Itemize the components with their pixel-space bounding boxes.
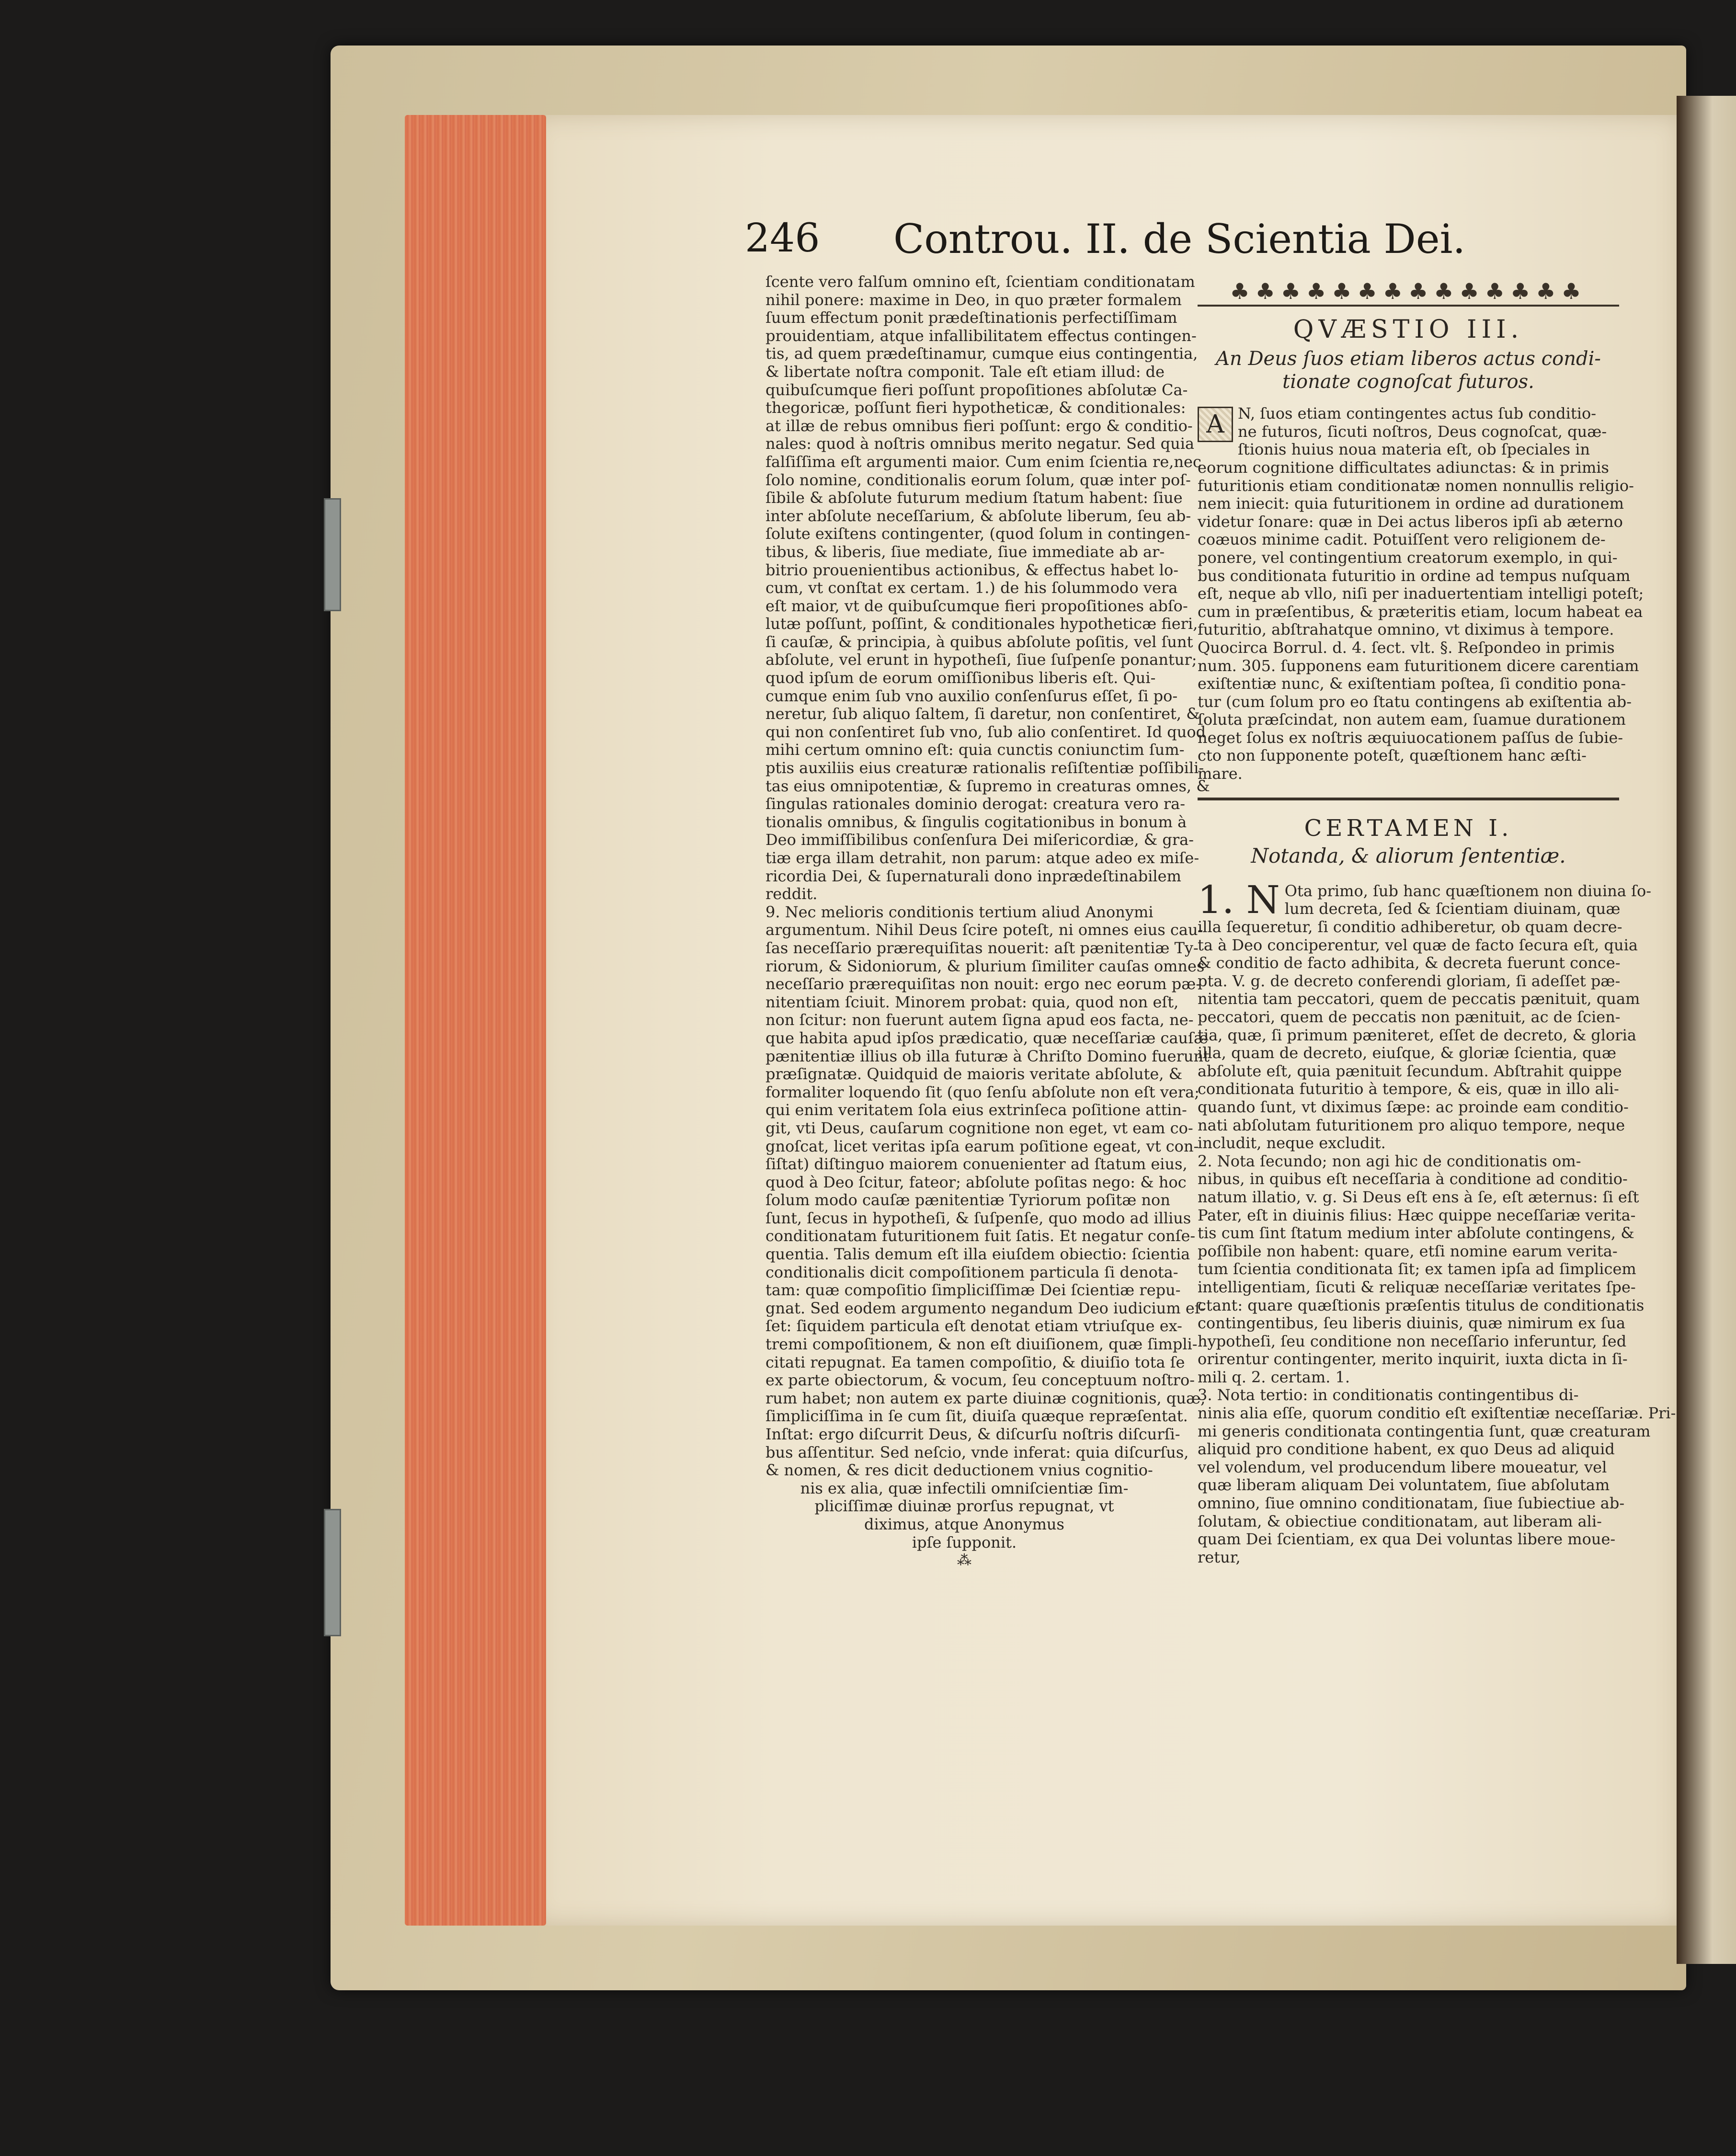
text-line: contingentibus, ſeu liberis diuinis, quæ nimirum ex ſua bbox=[1198, 1314, 1626, 1333]
text-line: nibus, in quibus eſt neceſſaria à conditione ad conditio- bbox=[1198, 1170, 1628, 1188]
text-line: tas eius omnipotentiæ, & ſupremo in creaturas omnes, & bbox=[765, 776, 1210, 795]
text-line: lutæ poſſunt, poſſint, & conditionales hypotheticæ fieri, bbox=[765, 615, 1198, 633]
left-column-lines bbox=[765, 273, 1210, 1480]
text-line: tis cum ſint ſtatum medium inter abſolute contingens, & bbox=[1198, 1224, 1634, 1243]
text-line: gnoſcat, licet veritas ipſa earum poſitione egeat, vt con- bbox=[765, 1137, 1199, 1155]
text-line: 3. Nota tertio: in conditionatis contingentibus di- bbox=[1198, 1386, 1579, 1404]
text-line: cto non ſupponente poteſt, quæſtionem hanc æſti- bbox=[1198, 746, 1587, 765]
text-line: Deo immiſſibilibus conſenſura Dei miſericordiæ, & gra- bbox=[765, 831, 1194, 849]
text-line: ctant: quare quæſtionis præſentis titulus de conditionatis bbox=[1198, 1296, 1645, 1314]
text-line: quam Dei ſcientiam, ex qua Dei voluntas libere moue- bbox=[1198, 1530, 1616, 1549]
text-line: videtur ſonare: quæ in Dei actus liberos ipſi ab æterno bbox=[1198, 512, 1623, 531]
drop-cap: A bbox=[1198, 407, 1233, 442]
text-line: & nomen, & res dicit deductionem vnius cognitio- bbox=[765, 1461, 1153, 1480]
text-line: neceſſario prærequiſitas non nouit: ergo nec eorum pæ- bbox=[765, 975, 1201, 993]
page-number: 246 bbox=[745, 216, 820, 261]
text-line: que habita apud ipſos prædicatio, quæ neceſſariæ cauſæ bbox=[765, 1028, 1209, 1047]
text-line: hypotheſi, ſeu conditione non neceſſario inferuntur, ſed bbox=[1198, 1332, 1627, 1350]
text-line: omnino, ſiue omnino conditionatam, ſiue ſubiectiue ab- bbox=[1198, 1494, 1625, 1513]
text-line: pænitentiæ illius ob illa futuræ à Chriſto Domino fuerunt bbox=[765, 1047, 1210, 1065]
text-line: aliquid pro conditione habent, ex quo Deus ad aliquid bbox=[1198, 1440, 1615, 1459]
text-line: conditionatam futuritionem fuit ſatis. Et negatur conſe- bbox=[765, 1227, 1196, 1245]
page-header bbox=[745, 216, 1530, 263]
text-line: bus conditionata futuritio in ordine ad tempus nuſquam bbox=[1198, 566, 1631, 585]
text-line: tia, quæ, ſi primum pæniteret, eſſet de decreto, & gloria bbox=[1198, 1026, 1636, 1044]
text-line: cumque enim ſub vno auxilio conſenſurus eſſet, ſi po- bbox=[765, 686, 1178, 705]
text-line: futuritio, abſtrahatque omnino, vt diximus à tempore. bbox=[1198, 620, 1614, 639]
right-column bbox=[1198, 278, 1676, 1566]
text-line: mili q. 2. certam. 1. bbox=[1198, 1368, 1350, 1386]
text-line: quod à Deo ſcitur, fateor; abſolute poſitas nego: & hoc bbox=[765, 1173, 1187, 1191]
text-line: præſignatæ. Quidquid de maioris veritate abſolute, & bbox=[765, 1065, 1183, 1084]
certamen-body bbox=[1198, 877, 1676, 1567]
text-line: falſiſſima eſt argumenti maior. Cum enim ſcientia re,nec bbox=[765, 452, 1201, 471]
text-line: inter abſolute neceſſarium, & abſolute liberum, ſeu ab- bbox=[765, 506, 1191, 525]
text-line: & libertate noſtra componit. Tale eſt etiam illud: de bbox=[765, 362, 1165, 381]
text-line: mare. bbox=[1198, 764, 1243, 783]
text-line: tum ſcientia conditionata ſit; ex tamen ipſa ad ſimplicem bbox=[1198, 1260, 1636, 1278]
text-line: ninis alia eſſe, quorum conditio eſt exiſtentiæ neceſſariæ. Pri- bbox=[1198, 1404, 1676, 1423]
certamen-subtitle: Notanda, & aliorum ſententiæ. bbox=[1251, 844, 1566, 868]
text-line: nis ex alia, quæ infectili omniſcientiæ ſim- bbox=[800, 1479, 1129, 1497]
text-line: ipſe ſupponit. bbox=[912, 1533, 1017, 1551]
text-line: ſas neceſſario prærequiſitas nouerit: aſt pænitentiæ Ty- bbox=[765, 938, 1199, 957]
text-line: tis, ad quem prædeſtinamur, cumque eius contingentia, bbox=[765, 344, 1198, 363]
text-line: natum illatio, v. g. Si Deus eſt ens à ſe, eſt æternus: ſi eſt bbox=[1198, 1187, 1639, 1206]
text-line: quibuſcumque fieri poſſunt propoſitiones abſolutæ Ca- bbox=[765, 380, 1188, 399]
book-gutter bbox=[1677, 96, 1736, 1964]
text-line: ptis auxiliis eius creaturæ rationalis reſiſtentiæ poſſibili- bbox=[765, 759, 1204, 777]
text-line: ſtionis huius noua materia eſt, ob ſpeciales in bbox=[1238, 440, 1590, 459]
question-title: QVÆSTIO III. bbox=[1293, 315, 1524, 344]
text-line: ricordia Dei, & ſupernaturali dono inprædeſtinabilem bbox=[765, 867, 1181, 885]
text-line: tiæ erga illam detrahit, non parum: atque adeo ex miſe- bbox=[765, 849, 1199, 867]
text-line: diximus, atque Anonymus bbox=[864, 1515, 1064, 1533]
running-title: Controu. II. de Scientia Dei. bbox=[893, 216, 1466, 262]
text-line: includit, neque excludit. bbox=[1198, 1134, 1386, 1152]
text-line: ſolo nomine, conditionalis eorum ſolum, quæ inter poſ- bbox=[765, 470, 1191, 489]
text-line: ſunt, ſecus in hypotheſi, & ſuſpenſe, quo modo ad illius bbox=[765, 1209, 1191, 1227]
text-line: riorum, & Sidoniorum, & plurium ſimiliter cauſas omnes bbox=[765, 957, 1205, 975]
text-line: tur (cum ſolum pro eo ſtatu contingens ab exiſtentia ab- bbox=[1198, 692, 1632, 711]
text-line: Quocirca Borrul. d. 4. ſect. vlt. §. Reſpondeo in primis bbox=[1198, 638, 1615, 657]
text-line: nihil ponere: maxime in Deo, in quo præter formalem bbox=[765, 290, 1182, 309]
text-line: ſingulas rationales dominio derogat: creatura vero ra- bbox=[765, 795, 1186, 813]
big-initial: 1. N bbox=[1198, 877, 1280, 922]
text-line: abſolute eſt, quia pænituit ſecundum. Abſtrahit quippe bbox=[1198, 1061, 1622, 1080]
text-line: conditionalis dicit compoſitionem particula ſi denota- bbox=[765, 1263, 1178, 1281]
text-line: citati repugnat. Ea tamen compoſitio, & diuiſio tota ſe bbox=[765, 1353, 1185, 1371]
text-line: num. 305. ſupponens eam futuritionem dicere carentiam bbox=[1198, 656, 1639, 675]
text-line: non ſcitur: non fuerunt autem ſigna apud eos facta, ne- bbox=[765, 1011, 1194, 1029]
text-line: nales: quod à noſtris omnibus merito negatur. Sed quia bbox=[765, 434, 1195, 453]
text-line: orirentur contingenter, merito inquirit, iuxta dicta in ſi- bbox=[1198, 1350, 1628, 1369]
text-line: ſiſtat) diſtinguo maiorem conuenienter ad ſtatum eius, bbox=[765, 1155, 1188, 1174]
text-line: & conditio de facto adhibita, & decreta fuerunt conce- bbox=[1198, 954, 1621, 972]
text-line: neget ſolus ex noſtris æquiuocationem paſſus de ſubie- bbox=[1198, 728, 1623, 747]
text-line: Inſtat: ergo diſcurrit Deus, & diſcurſu noſtris diſcurſi- bbox=[765, 1425, 1180, 1443]
text-line: ſuum effectum ponit prædeſtinationis perfectiſſimam bbox=[765, 308, 1177, 327]
section-rule bbox=[1198, 798, 1619, 800]
text-line: quod ipſum de eorum omiſſionibus liberis eſt. Qui- bbox=[765, 669, 1156, 687]
text-line: formaliter loquendo ſit (quo ſenſu abſolute non eſt vera; bbox=[765, 1083, 1199, 1101]
text-line: rum habet; non autem ex parte diuinæ cognitionis, quæ, bbox=[765, 1389, 1206, 1407]
text-line: quæ liberam aliquam Dei voluntatem, ſiue abſolutam bbox=[1198, 1476, 1610, 1494]
text-line: tremi compoſitionem, & non eſt diuiſionem, quæ ſimpli- bbox=[765, 1335, 1198, 1354]
text-line: illa ſequeretur, ſi conditio adhiberetur, ob quam decre- bbox=[1198, 918, 1622, 936]
text-line: coæuos minime cadit. Potuiſſent vero religionem de- bbox=[1198, 530, 1606, 549]
text-line: cum in præſentibus, & præteritis etiam, locum habeat ea bbox=[1198, 602, 1643, 621]
question-lines bbox=[1198, 404, 1644, 783]
text-line: 9. Nec melioris conditionis tertium aliud Anonymi bbox=[765, 902, 1154, 921]
text-line: Ota primo, ſub hanc quæſtionem non diuina ſo- bbox=[1284, 881, 1652, 900]
text-line: intelligentiam, ſicuti & reliquæ neceſſariæ veritates ſpe- bbox=[1198, 1278, 1636, 1296]
text-line: eſt, neque ab vllo, niſi per inaduertentiam intelligi poteſt; bbox=[1198, 584, 1644, 603]
text-line: N, ſuos etiam contingentes actus ſub conditio- bbox=[1238, 404, 1597, 423]
text-line: bitrio prouenientibus actionibus, & effectus habet lo- bbox=[765, 560, 1179, 579]
text-line: Pater, eſt in diuinis filius: Hæc quippe neceſſariæ verita- bbox=[1198, 1206, 1636, 1224]
asterism: ⁂ bbox=[957, 1552, 971, 1569]
text-line: tam: quæ compoſitio ſimpliciſſimæ Dei ſcientiæ repu- bbox=[765, 1281, 1181, 1300]
text-line: ſolum modo cauſæ pænitentiæ Tyriorum poſitæ non bbox=[765, 1191, 1170, 1209]
text-line: pta. V. g. de decreto conferendi gloriam, ſi adeſſet pæ- bbox=[1198, 971, 1621, 990]
text-line: 2. Nota ſecundo; non agi hic de conditionatis om- bbox=[1198, 1152, 1581, 1170]
text-line: reddit. bbox=[765, 885, 818, 903]
text-line: neretur, ſub aliquo ſaltem, ſi daretur, non conſentiret, & bbox=[765, 705, 1200, 723]
text-line: pliciſſimæ diuinæ prorſus repugnat, vt bbox=[814, 1497, 1114, 1516]
certamen-title: CERTAMEN I. bbox=[1304, 814, 1513, 842]
text-line: peccatori, quem de peccatis non pænituit, ac de ſcien- bbox=[1198, 1008, 1621, 1026]
text-line: abſolute, vel erunt in hypotheſi, ſiue ſuſpenſe ponantur; bbox=[765, 650, 1197, 669]
text-line: vel volendum, vel producendum libere moueatur, vel bbox=[1198, 1458, 1607, 1476]
text-line: nitentia tam peccatori, quem de peccatis pænituit, quam bbox=[1198, 990, 1640, 1008]
text-line: conditionata futuritio à tempore, & eis, quæ in illo ali- bbox=[1198, 1080, 1619, 1098]
question-subtitle bbox=[1198, 347, 1619, 393]
text-line: cum, vt conſtat ex certam. 1.) de his ſolummodo vera bbox=[765, 579, 1178, 597]
text-line: ſi cauſæ, & principia, à quibus abſolute poſitis, vel ſunt bbox=[765, 632, 1193, 651]
certamen-lines bbox=[1198, 877, 1676, 1567]
text-line: illa, quam de decreto, eiuſque, & gloriæ ſcientia, quæ bbox=[1198, 1044, 1617, 1062]
text-line: qui enim veritatem ſola eius extrinſeca poſitione attin- bbox=[765, 1101, 1187, 1119]
left-column-closing bbox=[765, 1480, 1163, 1551]
clasp-bottom bbox=[324, 1509, 341, 1636]
clasp-top bbox=[324, 498, 341, 611]
question-body bbox=[1198, 404, 1644, 783]
text-line: eorum cognitione difficultates adiunctas: & in primis bbox=[1198, 458, 1609, 477]
text-line: tionalis omnibus, & ſingulis cogitationibus in bonum à bbox=[765, 812, 1187, 831]
text-line: ex parte obiectorum, & vocum, ſeu conceptuum noſtro- bbox=[765, 1371, 1195, 1390]
text-line: ſolutam, & obiectiue conditionatam, aut liberam ali- bbox=[1198, 1512, 1602, 1530]
text-line: prouidentiam, atque infallibilitatem effectus contingen- bbox=[765, 326, 1197, 345]
text-line: ta à Deo conciperentur, vel quæ de facto ſecura eſt, quia bbox=[1198, 935, 1638, 954]
text-line: bus aſſentitur. Sed neſcio, vnde inferat: quia diſcurſus, bbox=[765, 1443, 1189, 1461]
text-line: lum decreta, ſed & ſcientiam diuinam, quæ bbox=[1284, 900, 1621, 918]
text-line: ſibile & abſolute futurum medium ſtatum habent: ſiue bbox=[765, 489, 1183, 507]
text-line: ſcente vero falſum omnino eſt, ſcientiam conditionatam bbox=[765, 273, 1195, 291]
left-column bbox=[765, 273, 1210, 1570]
text-line: ſoluta præſcindat, non autem eam, ſuamue durationem bbox=[1198, 710, 1626, 729]
text-line: thegoricæ, poſſunt fieri hypotheticæ, & conditionales: bbox=[765, 399, 1186, 417]
text-line: tibus, & liberis, ſiue mediate, ſiue immediate ab ar- bbox=[765, 542, 1165, 561]
text-line: ponere, vel contingentium creatorum exemplo, in qui- bbox=[1198, 548, 1618, 567]
page-edges bbox=[405, 115, 546, 1926]
text-line: ſimpliciſſima in ſe cum ſit, diuiſa quæque repræſentat. bbox=[765, 1407, 1188, 1426]
text-line: eſt maior, vt de quibuſcumque fieri propoſitiones abſo- bbox=[765, 596, 1188, 615]
text-line: nem iniecit: quia futuritionem in ordine ad durationem bbox=[1198, 494, 1624, 513]
text-line: mi generis conditionata contingentia ſunt, quæ creaturam bbox=[1198, 1422, 1651, 1440]
text-line: mihi certum omnino eſt: quia cunctis coniunctim ſum- bbox=[765, 741, 1185, 759]
text-line: argumentum. Nihil Deus ſcire poteſt, ni omnes eius cau- bbox=[765, 921, 1203, 939]
text-line: at illæ de rebus omnibus fieri poſſunt: ergo & conditio- bbox=[765, 416, 1193, 435]
text-line: quentia. Talis demum eſt illa eiuſdem obiectio: ſcientia bbox=[765, 1245, 1190, 1264]
text-line: git, vti Deus, cauſarum cognitione non eget, vt eam co- bbox=[765, 1118, 1193, 1137]
text-line: nitentiam ſciuit. Minorem probat: quia, quod non eſt, bbox=[765, 992, 1179, 1011]
text-line: qui non conſentiret ſub vno, ſub alio conſentiret. Id quod bbox=[765, 722, 1206, 741]
text-line: ſolute exiſtens contingenter, (quod ſolum in contingen- bbox=[765, 525, 1190, 543]
question-subtitle-line: An Deus ſuos etiam liberos actus condi- bbox=[1216, 348, 1601, 370]
ornament-band: ♣♣♣♣♣♣♣♣♣♣♣♣♣♣ bbox=[1198, 283, 1619, 307]
text-line: exiſtentiæ nunc, & exiſtentiam poſtea, ſi conditio pona- bbox=[1198, 674, 1626, 693]
text-line: ſet: ſiquidem particula eſt denotat etiam vtriuſque ex- bbox=[765, 1317, 1182, 1335]
text-line: gnat. Sed eodem argumento negandum Deo iudicium eſ- bbox=[765, 1299, 1206, 1317]
text-line: nati abſolutam futuritionem pro aliquo tempore, neque bbox=[1198, 1116, 1625, 1134]
question-subtitle-line: tionate cognoſcat futuros. bbox=[1282, 371, 1534, 393]
text-line: ne futuros, ſicuti noſtros, Deus cognoſcat, quæ- bbox=[1238, 422, 1607, 441]
text-line: futuritionis etiam conditionatæ nomen nonnullis religio- bbox=[1198, 476, 1634, 495]
text-line: quando ſunt, vt diximus ſæpe: ac proinde eam conditio- bbox=[1198, 1097, 1629, 1116]
text-line: retur, bbox=[1198, 1548, 1241, 1566]
text-line: poſſibile non habent: quare, etſi nomine earum verita- bbox=[1198, 1242, 1618, 1260]
